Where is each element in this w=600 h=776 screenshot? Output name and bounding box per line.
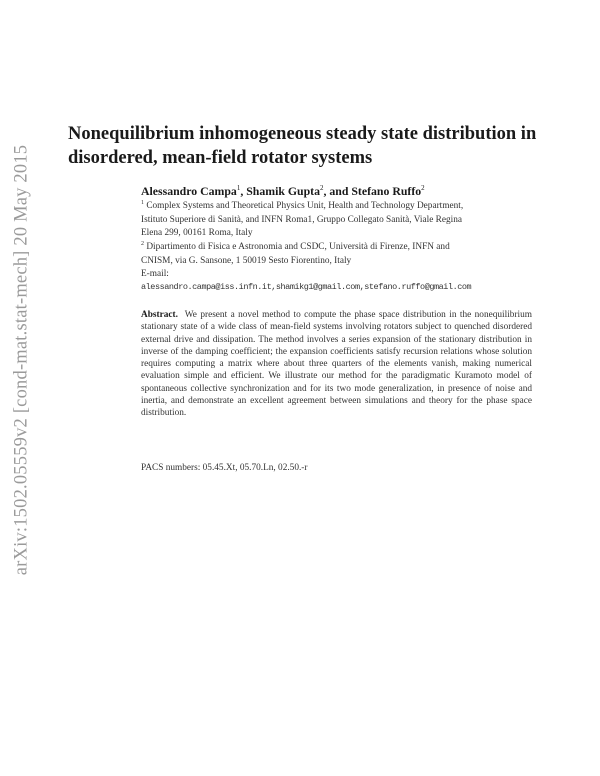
affiliation-2 — [141, 238, 471, 268]
abstract — [141, 309, 532, 420]
author-affil-mark: 1 — [236, 184, 241, 193]
affiliation-mark: 2 — [141, 241, 144, 247]
paper-title: Nonequilibrium inhomogeneous steady state distribution in disordered, mean-field rotator systems — [68, 124, 537, 168]
affiliation-1 — [141, 197, 471, 241]
arxiv-identifier: arXiv:1502.05559v2 [cond-mat.stat-mech] 20 May 2015 — [11, 144, 32, 576]
abstract-text: We present a novel method to compute the phase space distribution in the nonequilibrium stationary state of a wide class of mean-field systems involving rotators subject to quenched disordered external drive and dissipation. The method involves a series expansion of the stationary distribution in inverse of the damping coefficient; the expansion coefficients satisfy recursion relations whose solution requires computing a matrix where about three quarters of the elements vanish, making numerical evaluation simple and efficient. We illustrate our method for the paradigmatic Kuramoto model of spontaneous collective synchronization and for its two mode generalization, in presence of noise and inertia, and demonstrate an excellent agreement between simulations and theory for the phase space distribution. — [141, 310, 532, 419]
email-label: E-mail: — [141, 269, 169, 279]
author-separator: , and — [323, 184, 352, 198]
author-name: Stefano Ruffo — [351, 184, 422, 198]
pacs-numbers: PACS numbers: 05.45.Xt, 05.70.Ln, 02.50.-r — [141, 463, 308, 473]
abstract-label: Abstract. — [141, 310, 178, 320]
author-affil-mark: 2 — [421, 184, 425, 193]
arxiv-stamp — [2, 120, 42, 600]
affiliation-text: Complex Systems and Theoretical Physics Unit, Health and Technology Department, Istituto Superiore di Sanità, and INFN Roma1, Gruppo Collegato Sanità, Viale Regina Elena 299, 00161 Roma, Italy — [141, 201, 464, 239]
email-addresses: alessandro.campa@iss.infn.it,shamikg1@gmail.com,stefano.ruffo@gmail.com — [141, 282, 472, 292]
affiliation-text: Dipartimento di Fisica e Astronomia and CSDC, Università di Firenze, INFN and CNISM, via G. Sansone, 1 50019 Sesto Fiorentino, Italy — [141, 242, 450, 266]
author-name: Shamik Gupta — [246, 184, 320, 198]
affiliation-mark: 1 — [141, 200, 144, 206]
author-name: Alessandro Campa — [141, 184, 237, 198]
author-separator: , — [240, 184, 247, 198]
author-affil-mark: 2 — [319, 184, 324, 193]
